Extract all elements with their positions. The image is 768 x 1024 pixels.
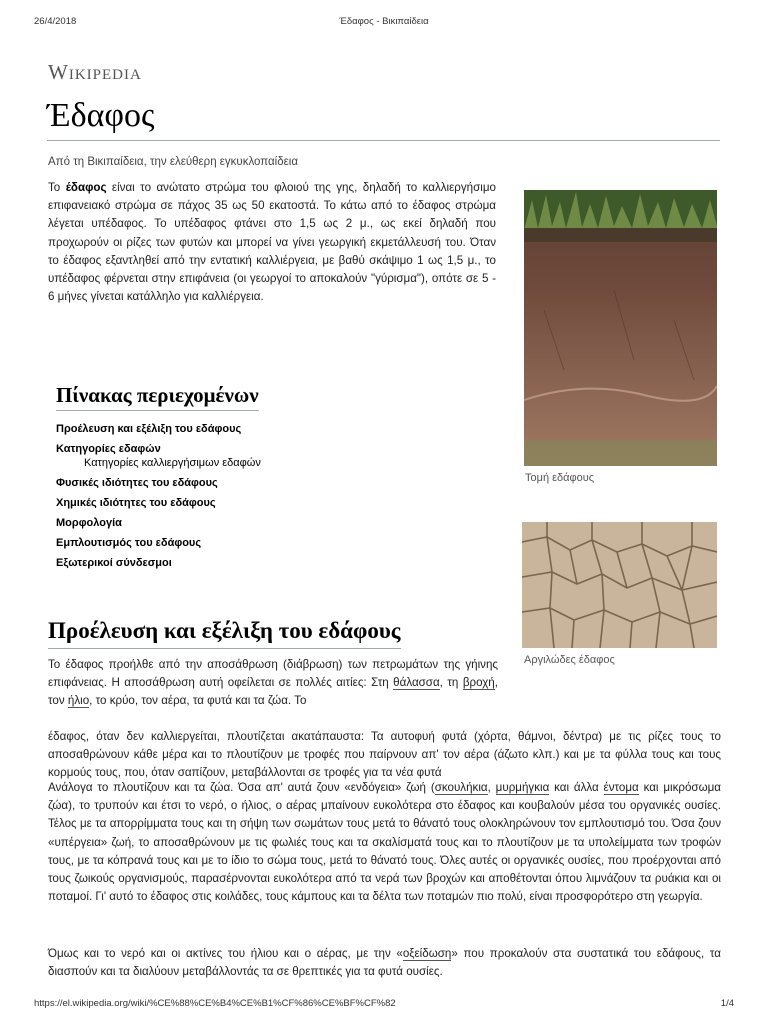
toc-subitem[interactable]: Κατηγορίες καλλιεργήσιμων εδαφών <box>84 457 261 469</box>
wikipedia-logo[interactable]: Wikipedia <box>48 60 142 84</box>
term-bold: έδαφος <box>65 181 107 194</box>
article-link[interactable]: βροχή <box>462 676 495 690</box>
clay-soil-image[interactable] <box>522 522 717 648</box>
body-paragraph: Το έδαφος προήλθε από την αποσάθρωση (διάβρωση) των πετρωμάτων της γήινης επιφάνειας. Η αποσάθρωση αυτή οφείλεται σε πολλές αιτίες: Στη θάλασσα, τη βροχή, τον ήλιο, το κρύο, τον αέρα, τα φυτά και τα ζώα. Το <box>48 658 498 708</box>
toc-item[interactable]: Κατηγορίες εδαφών <box>56 443 161 455</box>
toc-item[interactable]: Μορφολογία <box>56 517 122 529</box>
body-paragraph: έδαφος, όταν δεν καλλιεργείται, πλουτίζεται ακατάπαυστα: Τα αυτοφυή φυτά (χόρτα, θάμνοι, δέντρα) με τις ρίζες τους το αποσαθρώνουν κάθε μέρα και το πλουτίζουν με τροφές που παίρνουν απ' τον αέρα (άζωτο κλπ.) και με τα φύλλα τους και τους κορμούς τους, που, όταν σαπίζουν, μεταβάλλονται σε τροφές για τα νέα φυτά <box>48 730 721 780</box>
intro-paragraph: Το έδαφος είναι το ανώτατο στρώμα του φλοιού της γης, δηλαδή το καλλιεργήσιμο επιφανειακό στρώμα σε πάχος 35 ως 50 εκατοστά. Το κάτω από το έδαφος στρώμα λέγεται υπέδαφος. Το υπέδαφος φτάνει στο 1,5 ως 2 μ., ως εκεί δηλαδή που προχωρούν οι ρίζες των φυτών και μπορεί να γίνει γεωργική εκμετάλλευσή του. Όταν το έδαφος εξαντληθεί από την εντατική καλλιέργεια, με βαθύ σκάψιμο 1 ως 1,5 μ., το υπέδαφος φέρνεται στην επιφάνεια (οι γεωργοί το αποκαλούν "γύρισμα"), οπότε σε 5 - 6 μήνες γίνεται κατάλληλο για καλλιέργεια. <box>48 181 496 304</box>
article-link[interactable]: σκουλήκια <box>434 781 488 794</box>
print-title: Έδαφος - Βικιπαίδεια <box>339 16 429 27</box>
toc-item[interactable]: Προέλευση και εξέλιξη του εδάφους <box>56 423 242 435</box>
table-of-contents <box>56 383 346 575</box>
print-url: https://el.wikipedia.org/wiki/%CE%88%CE%B4%CE%B1%CF%86%CE%BF%CF%82 <box>34 998 396 1009</box>
figure-caption: Αργιλώδες έδαφος <box>524 654 615 666</box>
print-footer <box>34 998 734 1012</box>
toc-item[interactable]: Εμπλουτισμός του εδάφους <box>56 537 202 549</box>
page-number: 1/4 <box>720 998 734 1009</box>
article-link[interactable]: οξείδωση <box>402 947 452 960</box>
section-heading: Προέλευση και εξέλιξη του εδάφους <box>48 617 401 649</box>
body-paragraph: Ανάλογα το πλουτίζουν και τα ζώα. Όσα απ' αυτά ζουν «ενδόγεια» ζωή (σκουλήκια, μυρμήγκια και άλλα έντομα και μικρόσωμα ζώα), το τρυπούν και έτσι το νερό, ο ήλιος, ο αέρας μπαίνουν ευκολότερα στο έδαφος και κουβαλούν μέσα του οργανικές ουσίες. Τέλος με τα απορρίμματα τους και τη σήψη των σωμάτων τους μετά το θάνατό τους ολοκληρώνουν τον εμπλουτισμό του. Όσα ζουν «υπέργεια» ζωή, το αποσαθρώνουν με τις φωλιές τους και τα σκαλίσματά τους και το πλουτίζουν με τα υπολείμματα των τροφών τους, με τα κόπρανά τους και με το ίδιο το σώμα τους, μετά το θάνατό τους. Όλες αυτές οι οργανικές ουσίες, που προέρχονται από τους ζωικούς οργανισμούς, παρασέρνονται ευκολότερα από τα νερά των βροχών και αποθέτονται όπου λιμνάζουν τα ρυάκια και οι ποταμοί. Γι' αυτό το έδαφος στις κοιλάδες, τους κάμπους και τα δέλτα των ποταμών πιο πολύ, είναι προσφορότερο στη γεωργία. <box>48 781 722 904</box>
toc-item[interactable]: Εξωτερικοί σύνδεσμοι <box>56 557 172 569</box>
page-title: Έδαφος <box>47 96 720 141</box>
article-link[interactable]: μυρμήγκια <box>495 781 550 794</box>
site-tagline: Από τη Βικιπαίδεια, την ελεύθερη εγκυκλοπαίδεια <box>48 156 298 168</box>
article-link[interactable]: ήλιο <box>67 694 90 708</box>
soil-profile-image[interactable] <box>524 190 717 466</box>
body-paragraph: Όμως και το νερό και οι ακτίνες του ήλιου και ο αέρας, με την «οξείδωση» που προκαλούν στα συστατικά του εδάφους, τα διασπούν και τα διαλύουν μεταβάλλοντάς τα σε θρεπτικές για τα φυτά ουσίες. <box>48 947 722 979</box>
toc-item[interactable]: Χημικές ιδιότητες του εδάφους <box>56 497 216 509</box>
print-header <box>34 16 734 30</box>
toc-item[interactable]: Φυσικές ιδιότητες του εδάφους <box>56 477 218 489</box>
article-link[interactable]: θάλασσα <box>393 676 440 690</box>
article-link[interactable]: έντομα <box>603 781 639 794</box>
toc-heading: Πίνακας περιεχομένων <box>56 383 259 411</box>
figure-caption: Τομή εδάφους <box>525 472 595 484</box>
print-date: 26/4/2018 <box>34 16 77 27</box>
